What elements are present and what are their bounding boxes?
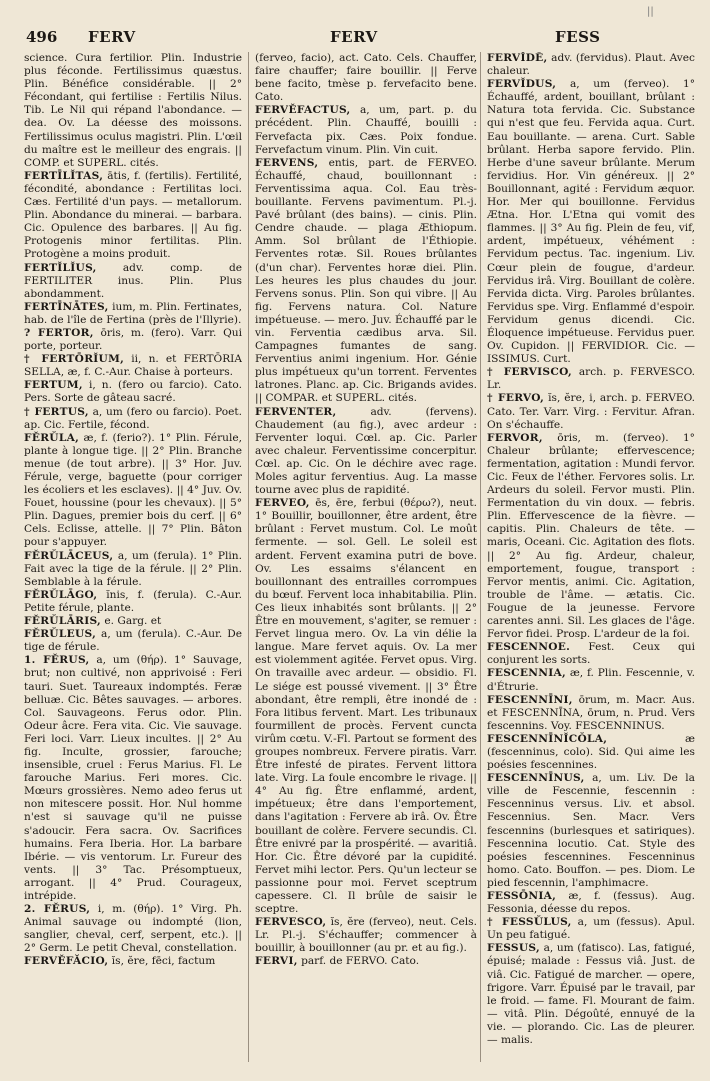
entry-headword: FERVENS,	[255, 156, 319, 169]
entry-headword: FERVI,	[255, 955, 298, 968]
entry-definition: æ (fescenninus, colo). Sid. Qui aime les poésies fescennines.	[487, 732, 695, 772]
entry-definition: ĭs, ĕre, fēci, factum	[111, 955, 216, 968]
dictionary-entry	[487, 890, 695, 916]
dictionary-entry	[24, 589, 242, 615]
dictionary-entry	[24, 550, 242, 589]
dictionary-entry	[24, 432, 242, 550]
entry-headword: FERVĬDĒ,	[487, 52, 548, 64]
entry-headword: FĔRŬLĀCEUS,	[24, 549, 114, 562]
entry-headword: FERVOR,	[487, 431, 543, 444]
column-left	[24, 52, 242, 1062]
center-running-head: FERV	[330, 28, 378, 46]
dictionary-entry	[487, 667, 695, 693]
entry-headword: FERVESCO,	[255, 916, 327, 929]
entry-headword: FERVEO,	[255, 497, 310, 510]
entry-definition: ōris, m. (ferveo). 1° Chaleur brûlante; effervescence; fermentation, agitation : Mundi fervor. Cic. Feux de l'éther. Fervores solis. Lr. Ardeurs du soleil. Fervor musti. Plin. Fermentation du vin doux. — febris. Plin. Effervescence de la fièvre. — capitis. Plin. Chaleurs de tête. — maris, Oceani. Cic. Agitation des flots. || 2° Au fig. Ardeur, chaleur, emportement, fougue, transport : Fervor mentis, animi. Cic. Agitation, trouble de l'âme. — ætatis. Cic. Fougue de la jeunesse. Fervore carentes anni. Sil. Les glaces de l'âge. Fervor fidei. Prosp. L'ardeur de la foi.	[487, 431, 695, 641]
entry-headword: ? FERTOR,	[24, 326, 94, 339]
entry-definition: ium, m. Plin. Fertinates, hab. de l'île de Fertina (près de l'Illyrie).	[24, 300, 242, 326]
dictionary-entry	[487, 432, 695, 642]
dictionary-entry	[487, 78, 695, 366]
dictionary-entry	[24, 353, 242, 379]
dictionary-entry	[487, 366, 695, 392]
left-running-head: FERV	[88, 28, 136, 46]
dictionary-entry	[487, 694, 695, 733]
column-right	[480, 52, 695, 1062]
dictionary-entry	[255, 157, 477, 406]
dictionary-entry	[24, 327, 242, 353]
entry-definition: a, um (θήρ). 1° Sauvage, brut; non cultivé, non apprivoisé : Feri tauri. Suet. Taureaux indomptés. Feræ belluæ. Cic. Bêtes sauvages. — arbores. Col. Sauvageons. Ferus odor. Plin. Odeur âcre. Fera vita. Cic. Vie sauvage. Feri loci. Varr. Lieux incultes. || 2° Au fig. Inculte, grossier, farouche; insensible, cruel : Ferus Marius. Fl. Le farouche Marius. Feri mores. Cic. Mœurs grossières. Nemo adeo ferus ut non mitescere possit. Hor. Nul homme n'est si sauvage qu'il ne puisse s'adoucir. Fera sacra. Ov. Sacrifices humains. Fera Iberia. Hor. La barbare Ibérie. — vis ventorum. Lr. Fureur des vents. || 3° Tac. Présomptueux, arrogant. || 4° Prud. Courageux, intrépide.	[24, 654, 242, 902]
entry-definition: æ, f. (fessus). Aug. Fessonia, déesse du repos.	[487, 890, 695, 916]
entry-definition: a, um (ferula). C.-Aur. De tige de férule.	[24, 628, 242, 654]
dictionary-entry	[24, 615, 242, 628]
dictionary-entry	[255, 916, 477, 955]
entry-headword: FERTUM,	[24, 379, 83, 392]
dictionary-entry	[24, 301, 242, 327]
entry-definition: entis, part. de FERVEO. Échauffé, chaud, bouillonnant : Ferventissima aqua. Col. Eau très-bouillante. Fervens pavimentum. Pl.-j. Pavé brûlant (des bains). — cinis. Plin. Cendre chaude. — plaga Æthiopum. Amm. Sol brûlant de l'Éthiopie. Ferventes rotæ. Sil. Roues brûlantes (d'un char). Ferventes horæ diei. Plin. Les heures les plus chaudes du jour. Fervens sonus. Plin. Son qui vibre. || Au fig. Fervens natura. Col. Nature impétueuse. — mero. Juv. Échauffé par le vin. Ferventia cædibus arva. Sil. Campagnes fumantes de sang. Ferventius animi ingenium. Hor. Génie plus impétueux qu'un torrent. Ferventes latrones. Planc. ap. Cic. Brigands avides. || COMPAR. et SUPERL. cités.	[255, 156, 477, 405]
dictionary-entry	[487, 772, 695, 890]
entry-definition: a, um (ferveo). 1° Échauffé, ardent, bouillant, brûlant : Natura tota fervida. Cic. Substance qui n'est que feu. Fervida aqua. Curt. Eau bouillante. — arena. Curt. Sable brûlant. Herba sapore fervido. Plin. Herbe d'une saveur brûlante. Merum fervidius. Hor. Vin généreux. || 2° Bouillonnant, agité : Fervidum æquor. Hor. Mer qui bouillonne. Fervidus Ætna. Hor. L'Etna qui vomit des flammes. || 3° Au fig. Plein de feu, vif, ardent, impétueux, véhément : Fervidum pectus. Tac. ingenium. Liv. Cœur plein de fougue, d'ardeur. Fervidus irâ. Virg. Bouillant de colère. Fervida dicta. Virg. Paroles brûlantes. Fervidus spe. Virg. Enflammé d'espoir. Fervidum genus dicendi. Cic. Éloquence impétueuse. Fervidus puer. Ov. Cupidon. || FERVIDIOR. Cic. — ISSIMUS. Curt.	[487, 78, 695, 366]
entry-headword: FERVĔFĂCIO,	[24, 955, 109, 968]
entry-definition: ōris, m. (fero). Varr. Qui porte, porteur.	[24, 326, 242, 353]
entry-headword: FĔRŬLEUS,	[24, 628, 97, 641]
entry-definition: science. Cura fertilior. Plin. Industrie plus féconde. Fertilissimus quæstus. Plin. Bénéfice considérable. || 2° Fécondant, qui fertilise : Fertilis Nilus. Tib. Le Nil qui répand l'abondance. — dea. Ov. La déesse des moissons. Fertilissimus oculus magistri. Plin. L'œil du maître est le meilleur des engrais. || COMP. et SUPERL. cités.	[24, 52, 242, 169]
entry-definition: parf. de FERVO. Cato.	[301, 955, 420, 968]
entry-headword: 1. FĔRUS,	[24, 654, 90, 667]
entry-definition: æ, f. Plin. Fescennie, v. d'Étrurie.	[487, 667, 695, 693]
entry-headword: FERTĪLĬTAS,	[24, 169, 104, 182]
entry-definition: i, n. (fero ou farcio). Cato. Pers. Sorte de gâteau sacré.	[24, 379, 242, 405]
entry-definition: ēs, ēre, ferbui (θέρω?), neut. 1° Bouillir, bouillonner, être ardent, être brûlant : Fervet mustum. Col. Le moût fermente. — sol. Gell. Le soleil est ardent. Fervent examina putri de bove. Ov. Les essaims s'élancent en bouillonnant des entrailles corrompues du bœuf. Fervent loca inhabitabilia. Plin. Ces lieux inhabités sont brûlants. || 2° Être en mouvement, s'agiter, se remuer : Fervet lingua mero. Ov. La vin délie la langue. Mare fervet aquis. Ov. La mer est violemment agitée. Fervet opus. Virg. On travaille avec ardeur. — obsidio. Fl. Le siége est poussé vivement. || 3° Être abondant, être rempli, être inondé de : Fora litibus fervent. Mart. Les tribunaux fourmillent de procès. Fervent cuncta virûm cœtu. V.-Fl. Partout se forment des groupes nombreux. Fervere piratis. Varr. Être infesté de pirates. Fervent littora late. Virg. La foule encombre le rivage. || 4° Au fig. Être enflammé, ardent, impétueux; être dans l'emportement, dans l'agitation : Fervere ab irâ. Ov. Être bouillant de colère. Fervere secundis. Cl. Être enivré par la prospérité. — avaritiâ. Hor. Cic. Être dévoré par la cupidité. Fervet mihi lector. Pers. Qu'un lecteur se passionne pour moi. Fervet sceptrum capessere. Cl. Il brûle de saisir le sceptre.	[255, 497, 477, 916]
entry-definition: arch. p. FERVESCO. Lr.	[487, 366, 695, 392]
entry-definition: a, um (fero ou farcio). Poet. ap. Cic. Fertile, fécond.	[24, 405, 242, 431]
entry-definition: adv. comp. de FERTILITER inus. Plin. Plus abondamment.	[24, 261, 242, 300]
entry-definition: a, um, part. p. du précédent. Plin. Chauffé, bouilli : Fervefacta pix. Cæs. Poix fondue. Fervefactum vinum. Plin. Vin cuit.	[255, 104, 477, 156]
entry-definition: (ferveo, facio), act. Cato. Cels. Chauffer, faire chauffer; faire bouillir. || Ferve bene facito, tmèse p. fervefacito bene. Cato.	[255, 52, 477, 104]
dictionary-entry	[24, 406, 242, 432]
entry-headword: FERTĪNĀTES,	[24, 300, 109, 313]
dictionary-entry	[24, 903, 242, 955]
right-running-head: FESS	[555, 28, 601, 46]
entry-headword: FESSUS,	[487, 942, 540, 955]
entry-definition: ātis, f. (fertilis). Fertilité, fécondité, abondance : Fertilitas loci. Cæs. Fertilité d'un pays. — metallorum. Plin. Abondance du minerai. — barbara. Cic. Opulence des barbares. || Au fig. Protogenis minor fertilitas. Plin. Protogène a moins produit.	[24, 169, 242, 261]
entry-definition: æ, f. (ferio?). 1° Plin. Férule, plante à longue tige. || 2° Plin. Branche menue (de tout arbre). || 3° Hor. Juv. Férule, verge, baguette (pour corriger les écoliers et les esclaves). || 4° Juv. Ov. Fouet, houssine (pour les chevaux). || 5° Plin. Dagues, premier bois du cerf. || 6° Cels. Eclisse, attelle. || 7° Plin. Bâton pour s'appuyer.	[24, 431, 242, 549]
entry-definition: i, m. (θήρ). 1° Virg. Ph. Animal sauvage ou indompté (lion, sanglier, cheval, cerf, serpent, etc.). || 2° Germ. Le petit Cheval, constellation.	[24, 903, 242, 955]
entry-headword: † FERTUS,	[24, 405, 89, 418]
entry-headword: FESCENNĪNI,	[487, 693, 573, 706]
entry-headword: † FERTŌRĬUM,	[24, 353, 125, 366]
dictionary-entry	[24, 170, 242, 262]
entry-headword: † FESSŬLUS,	[487, 916, 572, 929]
entry-definition: a, um (fessus). Apul. Un peu fatigué.	[487, 916, 695, 942]
entry-definition: e. Garg. et	[104, 615, 162, 628]
entry-definition: ii, n. et FERTŌRIA SELLA, æ, f. C.-Aur. Chaise à porteurs.	[24, 353, 242, 379]
entry-headword: 2. FĔRUS,	[24, 903, 91, 916]
entry-headword: FĔRŬLĀGO,	[24, 588, 98, 601]
dictionary-entry	[255, 104, 477, 156]
entry-definition: adv. (fervidus). Plaut. Avec chaleur.	[487, 52, 695, 78]
column-center	[248, 52, 477, 1062]
entry-definition: a, um (fatisco). Las, fatigué, épuisé; malade : Fessus viâ. Just. de viâ. Cic. Fatigué de marcher. — opere, frigore. Varr. Épuisé par le travail, par le froid. — fame. Fl. Mourant de faim. — vitâ. Plin. Dégoûté, ennuyé de la vie. — plorando. Cic. Las de pleurer. — malis.	[487, 942, 695, 1047]
dictionary-entry	[487, 641, 695, 667]
entry-definition: Fest. Ceux qui conjurent les sorts.	[487, 641, 695, 667]
entry-headword: FĔRŬLA,	[24, 431, 80, 444]
entry-headword: FESCENNIA,	[487, 667, 566, 680]
dictionary-entry	[24, 628, 242, 654]
margin-mark: ||	[647, 6, 654, 17]
dictionary-entry	[487, 942, 695, 1047]
entry-definition: a, um (ferula). 1° Plin. Fait avec la tige de la férule. || 2° Plin. Semblable à la férule.	[24, 549, 242, 588]
entry-definition: ōrum, m. Macr. Aus. et FESCENNĪNA, ōrum, n. Prud. Vers fescennins. Voy. FESCENNINUS.	[487, 693, 695, 732]
entry-headword: † FERVISCO,	[487, 366, 573, 379]
entry-headword: FESCENNOE.	[487, 641, 571, 654]
entry-headword: FERVĔFACTUS,	[255, 104, 351, 117]
dictionary-entry	[487, 52, 695, 78]
entry-definition: ĭnis, f. (ferula). C.-Aur. Petite férule, plante.	[24, 588, 242, 614]
entry-definition: ĭs, ĕre (ferveo), neut. Cels. Lr. Pl.-j. S'échauffer; commencer à bouillir, à bouillonner (au pr. et au fig.).	[255, 916, 477, 955]
entry-headword: FERTĬLĬUS,	[24, 261, 97, 274]
entry-headword: FESSŌNIA,	[487, 890, 557, 902]
entry-definition: a, um. Liv. De la ville de Fescennie, fescennin : Fescenninus versus. Liv. et absol. Fescennius. Sen. Macr. Vers fescennins (burlesques et satiriques). Fescennina locutio. Cat. Style des poésies fescennines. Fescenninus homo. Cato. Bouffon. — pes. Diom. Le pied fescennin, l'amphimacre.	[487, 772, 695, 889]
dictionary-entry	[24, 262, 242, 301]
dictionary-entry	[487, 733, 695, 772]
dictionary-entry	[24, 379, 242, 405]
entry-headword: FERVENTER,	[255, 405, 337, 418]
entry-headword: † FERVO,	[487, 392, 545, 405]
dictionary-entry	[487, 392, 695, 431]
dictionary-entry	[255, 52, 477, 104]
dictionary-entry	[24, 654, 242, 903]
dictionary-entry	[487, 916, 695, 942]
entry-headword: FERVĬDUS,	[487, 78, 557, 91]
dictionary-entry	[255, 497, 477, 916]
entry-definition: adv. (fervens). Chaudement (au fig.), avec ardeur : Ferventer loqui. Cœl. ap. Cic. Parler avec chaleur. Ferventissime concerpitur. Cœl. ap. Cic. On le déchire avec rage. Moles agitur ferventius. Aug. La masse tourne avec plus de rapidité.	[255, 405, 477, 497]
entry-headword: FESCENNĪNĬCŎLA,	[487, 732, 608, 745]
entry-headword: FĔRŬLĀRIS,	[24, 615, 102, 628]
dictionary-entry	[24, 955, 242, 968]
page-number: 496	[26, 28, 58, 46]
dictionary-entry	[255, 955, 477, 968]
dictionary-entry	[24, 52, 242, 170]
entry-headword: FESCENNĪNUS,	[487, 772, 585, 785]
dictionary-entry	[255, 406, 477, 498]
entry-definition: ĭs, ĕre, i, arch. p. FERVEO. Cato. Ter. Varr. Virg. : Fervitur. Afran. On s'échauffe.	[487, 392, 695, 431]
